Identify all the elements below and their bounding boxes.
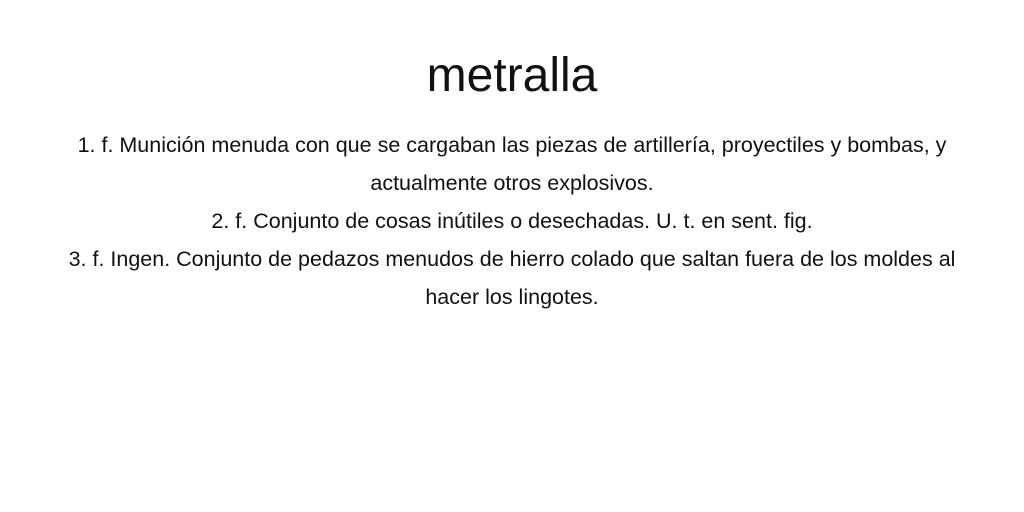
entry-term: metralla [426,49,598,102]
definition-list [62,126,962,316]
definition-1: 1. f. Munición menuda con que se cargaban las piezas de artillería, proyectiles y bombas, y actualmente otros explosivos. [77,133,947,195]
definition-3: 3. f. Ingen. Conjunto de pedazos menudos de hierro colado que saltan fuera de los moldes al hacer los lingotes. [68,247,956,309]
definition-2: 2. f. Conjunto de cosas inútiles o desechadas. U. t. en sent. fig. [211,209,813,233]
